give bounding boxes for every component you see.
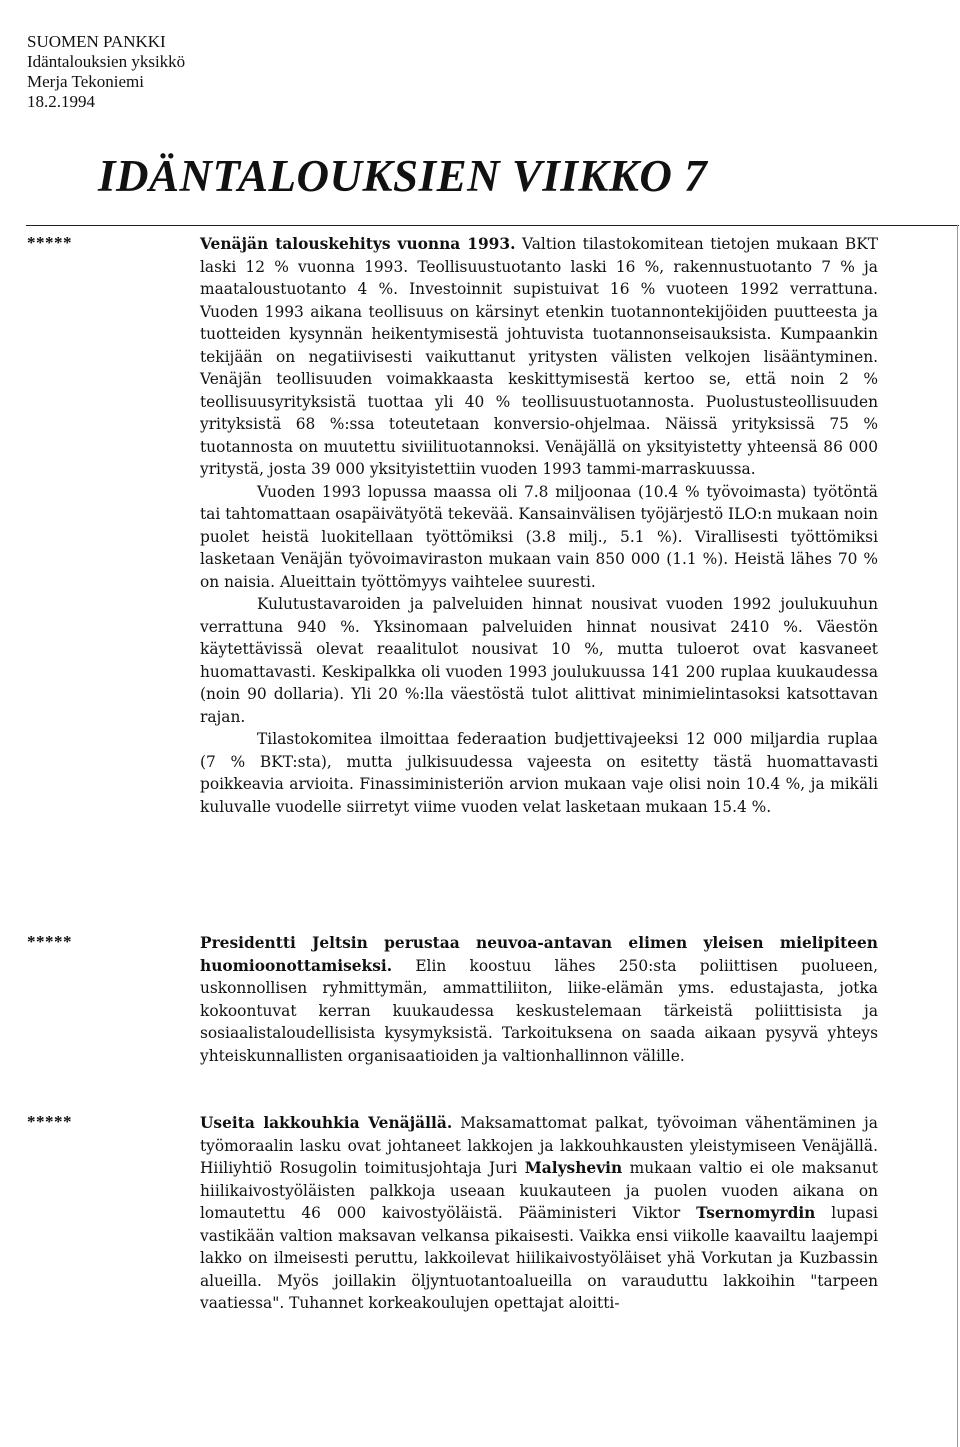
article-text: lupasi vastikään valtion maksavan velkansa pikaisesti. Vaikka ensi viikolle kaavailtu laajempi lakko on ilmeisesti peruttu, lakkoilevat hiilikaivostyöläiset yhä Vorkutan ja Kuzbassin alueilla. Myös joillakin öljyntuotantoalueilla on varauduttu lakkoihin "tarpeen vaatiessa". Tuhannet korkeakoulujen opettajat aloitti- bbox=[200, 1204, 878, 1312]
article-headline: Presidentti Jeltsin perustaa neuvoa-antavan elimen yleisen mielipiteen huomioonottamiseksi. bbox=[200, 934, 878, 975]
person-name: Malyshevin bbox=[524, 1159, 623, 1177]
person-name: Tsernomyrdin bbox=[696, 1204, 816, 1222]
article-text: mukaan valtio ei ole maksanut hiilikaivostyöläisten palkkoja useaan kuukauteen ja puolen vuoden aikana on lomautettu 46 000 kaivostyöläistä. Pääministeri Viktor bbox=[200, 1159, 878, 1222]
horizontal-rule bbox=[26, 225, 959, 226]
header-line-author: Merja Tekoniemi bbox=[27, 72, 144, 91]
vertical-rule bbox=[957, 225, 958, 1447]
article-text: Valtion tilastokomitean tietojen mukaan BKT laski 12 % vuonna 1993. Teollisuustuotanto laski 16 %, rakennustuotanto 7 % ja maataloustuotanto 4 %. Investoinnit supistuivat 16 % vuoteen 1992 verrattuna. Vuoden 1993 aikana teollisuus on kärsinyt etenkin tuotannontekijöiden puutteesta ja tuotteiden kysynnän heikentymisestä johtuvista tuotannonseisauksista. Kumpaankin tekijään on negatiivisesti vaikuttanut yritysten välisten velkojen lisääntyminen. Venäjän teollisuuden voimakkaasta keskittymisestä kertoo se, että noin 2 % teollisuusyrityksistä tuottaa yli 40 % teollisuustuotannosta. Puolustusteollisuuden yrityksistä 68 %:ssa toteutetaan konversio-ohjelmaa. Näissä yrityksissä 75 % tuotannosta on muutettu siviilituotannoksi. Venäjällä on yksityistetty yhteensä 86 000 yritystä, josta 39 000 yksityistettiin vuoden 1993 tammi-marraskuussa. bbox=[200, 235, 878, 478]
article-paragraph bbox=[200, 1112, 878, 1315]
page-title: IDÄNTALOUKSIEN VIIKKO 7 bbox=[98, 151, 708, 201]
article-paragraph bbox=[200, 932, 878, 1067]
header-line-date: 18.2.1994 bbox=[27, 92, 95, 111]
header-line-unit: Idäntalouksien yksikkö bbox=[27, 52, 186, 71]
document-header bbox=[27, 32, 185, 112]
article-paragraph: Vuoden 1993 lopussa maassa oli 7.8 miljoonaa (10.4 % työvoimasta) työtöntä tai tahtomattaan osapäivätyötä tekevää. Kansainvälisen työjärjestö ILO:n mukaan noin puolet heistä luokitellaan työttömiksi (3.8 milj., 5.1 %). Virallisesti työttömiksi lasketaan Venäjän työvoimaviraston mukaan vain 850 000 (1.1 %). Heistä lähes 70 % on naisia. Alueittain työttömyys vaihtelee suuresti. bbox=[200, 482, 878, 591]
article-advisory-body bbox=[200, 932, 878, 1067]
article-paragraph bbox=[200, 233, 878, 481]
article-economy bbox=[200, 233, 878, 818]
article-marker-2: ***** bbox=[27, 932, 72, 951]
article-marker-1: ***** bbox=[27, 233, 72, 252]
article-strikes bbox=[200, 1112, 878, 1315]
article-marker-3: ***** bbox=[27, 1112, 72, 1131]
article-paragraph: Kulutustavaroiden ja palveluiden hinnat nousivat vuoden 1992 joulukuuhun verrattuna 940 %. Yksinomaan palveluiden hinnat nousivat 2410 %. Väestön käytettävissä olevat reaalitulot nousivat 10 %, mutta tuloerot ovat kasvaneet huomattavasti. Keskipalkka oli vuoden 1993 joulukuussa 141 200 ruplaa kuukaudessa (noin 90 dollaria). Yli 20 %:lla väestöstä tulot alittivat minimielintasoksi katsottavan rajan. bbox=[200, 595, 878, 726]
article-text: Elin koostuu lähes 250:sta poliittisen puolueen, uskonnollisen ryhmittymän, ammattiliiton, liike-elämän yms. edustajasta, jotka kokoontuvat kerran kuukaudessa keskustelemaan tärkeistä poliittisista ja sosiaalistaloudellisista kysymyksistä. Tarkoituksena on saada aikaan pysyvä yhteys yhteiskunnallisten organisaatioiden ja valtionhallinnon välille. bbox=[200, 956, 878, 1065]
article-paragraph: Tilastokomitea ilmoittaa federaation budjettivajeeksi 12 000 miljardia ruplaa (7 % BKT:sta), mutta julkisuudessa vajeesta on esitetty tästä huomattavasti poikkeavia arvioita. Finassiministeriön arvion mukaan vaje olisi noin 10.4 %, ja mikäli kuluvalle vuodelle siirretyt viime vuoden velat lasketaan mukaan 15.4 %. bbox=[200, 730, 878, 816]
article-headline: Venäjän talouskehitys vuonna 1993. bbox=[200, 235, 516, 253]
header-line-organization: SUOMEN PANKKI bbox=[27, 32, 166, 51]
article-headline: Useita lakkouhkia Venäjällä. bbox=[200, 1114, 453, 1132]
article-text: Maksamattomat palkat, työvoiman vähentäminen ja työmoraalin lasku ovat johtaneet lakkojen ja lakkouhkausten yleistymiseen Venäjällä. Hiiliyhtiö Rosugolin toimitusjohtaja Juri bbox=[200, 1114, 878, 1177]
